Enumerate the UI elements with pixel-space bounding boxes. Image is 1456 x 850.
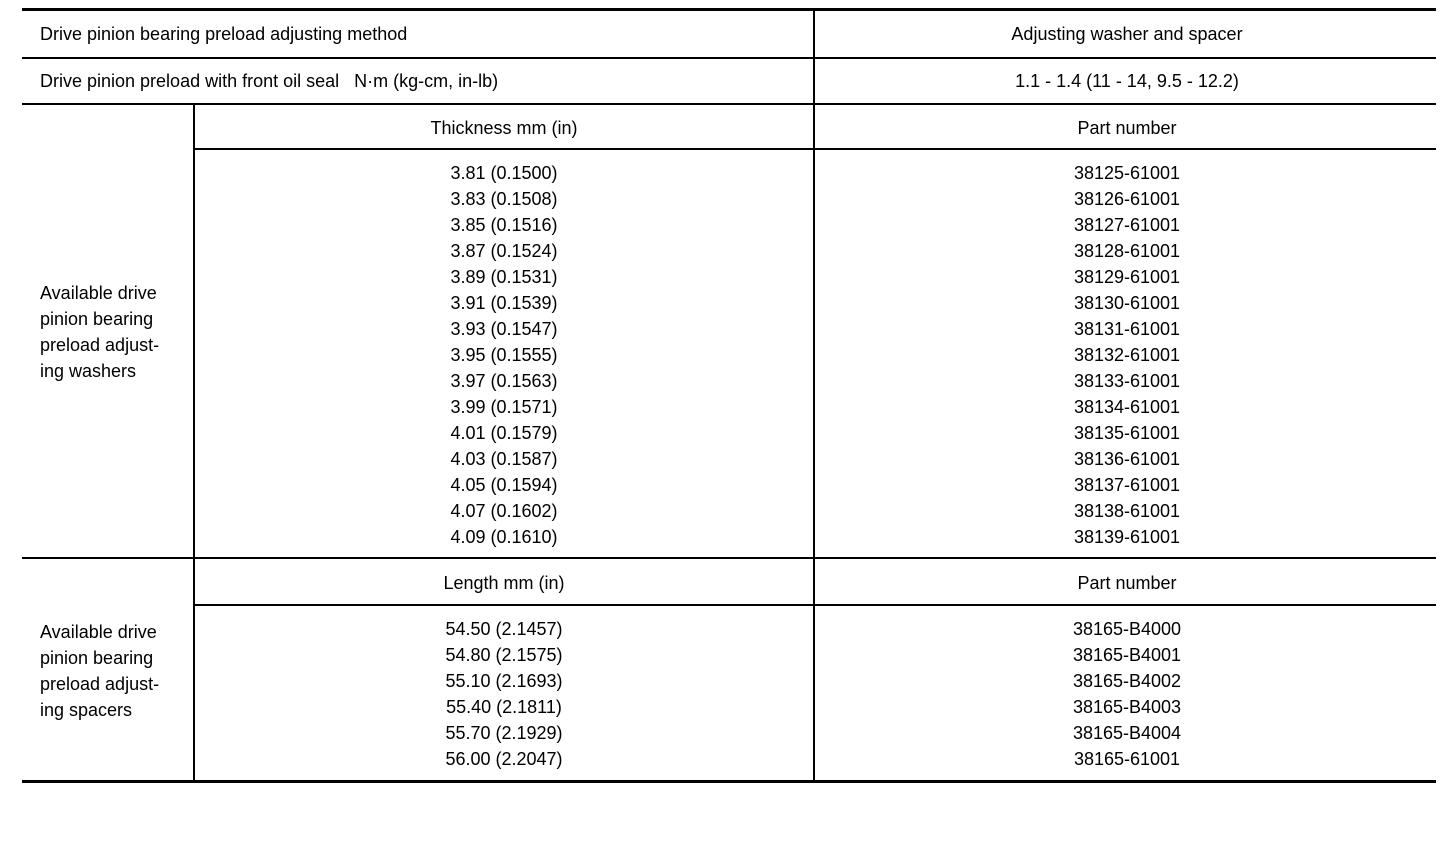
length-list	[195, 616, 813, 772]
list-item: 3.87 (0.1524)	[450, 241, 558, 261]
list-item: 3.83 (0.1508)	[450, 189, 558, 209]
list-item: 38127-61001	[1073, 215, 1181, 235]
list-item: 38131-61001	[1073, 319, 1181, 339]
list-item: 3.89 (0.1531)	[450, 267, 558, 287]
list-item: 3.91 (0.1539)	[450, 293, 558, 313]
header-underline	[195, 148, 1436, 150]
list-item: 38125-61001	[1073, 163, 1181, 183]
table-top-rule	[22, 8, 1436, 11]
list-item: 38165-61001	[1073, 749, 1181, 769]
spacers-label	[40, 619, 190, 723]
list-item: 3.93 (0.1547)	[450, 319, 558, 339]
washers-label	[40, 280, 190, 384]
row-divider	[22, 57, 1436, 59]
list-item: 38133-61001	[1073, 371, 1181, 391]
list-item: 4.03 (0.1587)	[450, 449, 558, 469]
list-item: 3.85 (0.1516)	[450, 215, 558, 235]
list-item: 38130-61001	[1073, 293, 1181, 313]
list-item: 54.50 (2.1457)	[445, 619, 563, 639]
list-item: 4.09 (0.1610)	[450, 527, 558, 547]
row-divider	[22, 557, 1436, 559]
spacers-label-line: Available drive	[40, 622, 157, 642]
list-item: 38165-B4000	[1072, 619, 1182, 639]
spacers-label-line: pinion bearing	[40, 648, 154, 668]
spacers-label-line: preload adjust-	[40, 674, 160, 694]
part-number-column-header: Part number	[1077, 118, 1177, 138]
washers-label-line: pinion bearing	[40, 309, 154, 329]
list-item: 38165-B4003	[1072, 697, 1182, 717]
list-item: 38136-61001	[1073, 449, 1181, 469]
list-item: 55.10 (2.1693)	[445, 671, 563, 691]
list-item: 38139-61001	[1073, 527, 1181, 547]
list-item: 55.70 (2.1929)	[445, 723, 563, 743]
header-underline	[195, 604, 1436, 606]
part-number-column-header: Part number	[1077, 573, 1177, 593]
washer-part-list	[815, 160, 1439, 550]
list-item: 38165-B4002	[1072, 671, 1182, 691]
washers-label-line: ing washers	[40, 361, 137, 381]
preload-value: 1.1 - 1.4 (11 - 14, 9.5 - 12.2)	[1015, 71, 1239, 91]
list-item: 54.80 (2.1575)	[445, 645, 563, 665]
list-item: 3.99 (0.1571)	[450, 397, 558, 417]
list-item: 38135-61001	[1073, 423, 1181, 443]
method-value: Adjusting washer and spacer	[1011, 24, 1243, 44]
list-item: 56.00 (2.2047)	[445, 749, 563, 769]
list-item: 4.05 (0.1594)	[450, 475, 558, 495]
table-bottom-rule	[22, 780, 1436, 783]
list-item: 38137-61001	[1073, 475, 1181, 495]
spacer-part-list	[815, 616, 1439, 772]
list-item: 38165-B4004	[1072, 723, 1182, 743]
list-item: 38165-B4001	[1072, 645, 1182, 665]
method-label: Drive pinion bearing preload adjusting method	[40, 24, 408, 44]
spacers-label-line: ing spacers	[40, 700, 133, 720]
list-item: 38132-61001	[1073, 345, 1181, 365]
list-item: 4.07 (0.1602)	[450, 501, 558, 521]
list-item: 3.95 (0.1555)	[450, 345, 558, 365]
list-item: 55.40 (2.1811)	[446, 697, 562, 717]
row-divider	[22, 103, 1436, 105]
washers-label-line: preload adjust-	[40, 335, 160, 355]
washers-label-line: Available drive	[40, 283, 157, 303]
thickness-list	[195, 160, 813, 550]
list-item: 4.01 (0.1579)	[450, 423, 558, 443]
list-item: 38134-61001	[1073, 397, 1181, 417]
list-item: 3.81 (0.1500)	[450, 163, 558, 183]
list-item: 38126-61001	[1073, 189, 1181, 209]
preload-label: Drive pinion preload with front oil seal N·m (kg-cm, in-lb)	[40, 71, 499, 91]
list-item: 38128-61001	[1073, 241, 1181, 261]
list-item: 38138-61001	[1073, 501, 1181, 521]
list-item: 38129-61001	[1073, 267, 1181, 287]
length-column-header: Length mm (in)	[443, 573, 565, 593]
thickness-column-header: Thickness mm (in)	[430, 118, 578, 138]
list-item: 3.97 (0.1563)	[450, 371, 558, 391]
